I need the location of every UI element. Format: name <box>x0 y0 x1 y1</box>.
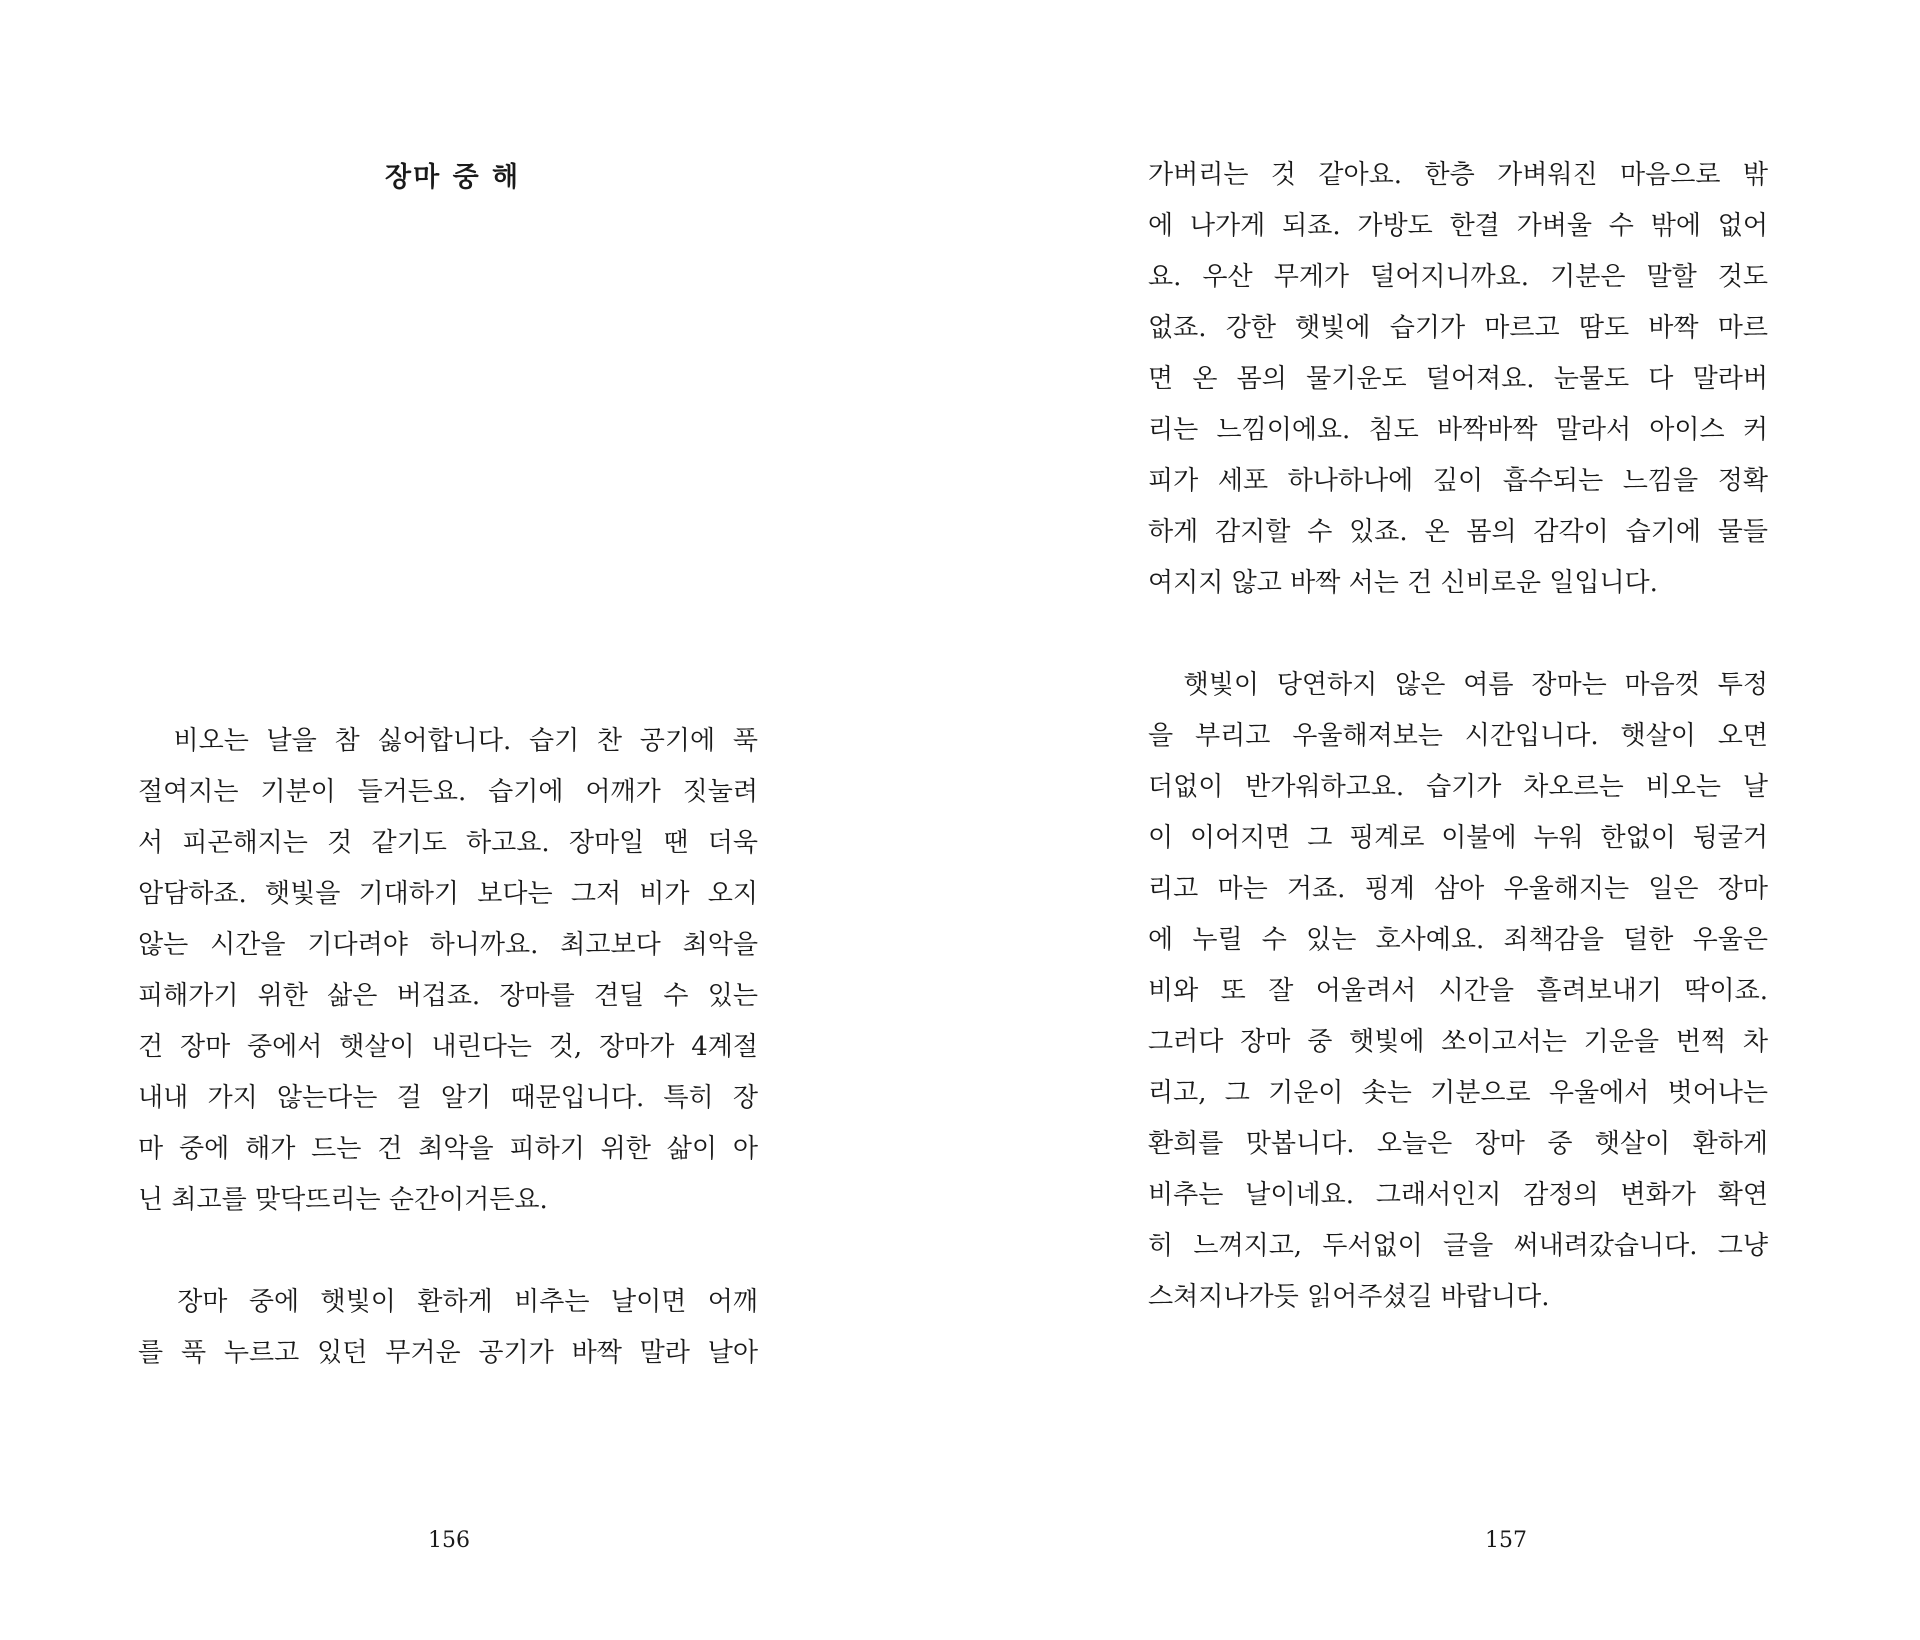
text-line: 여지지 않고 바짝 서는 건 신비로운 일입니다. <box>1148 568 1658 598</box>
text-line: 리고, 그 기운이 솟는 기분으로 우울에서 벗어나는 <box>1148 1078 1768 1108</box>
text-line: 않는 시간을 기다려야 하니까요. 최고보다 최악을 <box>138 930 758 960</box>
paragraph <box>138 1277 758 1379</box>
text-line: 내내 가지 않는다는 걸 알기 때문입니다. 특히 장 <box>138 1083 758 1113</box>
text-line: 리는 느낌이에요. 침도 바짝바짝 말라서 아이스 커 <box>1148 415 1768 445</box>
text-line: 그러다 장마 중 햇빛에 쏘이고서는 기운을 번쩍 차 <box>1148 1027 1768 1057</box>
text-line: 를 푹 누르고 있던 무거운 공기가 바짝 말라 날아 <box>138 1338 758 1368</box>
page-number: 157 <box>1485 1528 1527 1553</box>
paragraph <box>138 716 758 1226</box>
text-line: 환희를 맛봅니다. 오늘은 장마 중 햇살이 환하게 <box>1148 1129 1768 1159</box>
text-line: 장마 중에 햇빛이 환하게 비추는 날이면 어깨 <box>138 1287 758 1317</box>
text-line: 더없이 반가워하고요. 습기가 차오르는 비오는 날 <box>1148 772 1768 802</box>
paragraph-gap <box>1148 609 1768 660</box>
text-line: 절여지는 기분이 들거든요. 습기에 어깨가 짓눌려 <box>138 777 758 807</box>
text-line: 비와 또 잘 어울려서 시간을 흘려보내기 딱이죠. <box>1148 976 1768 1006</box>
right-page <box>960 0 1920 1640</box>
chapter-title: 장마 중 해 <box>385 162 521 193</box>
paragraph <box>1148 150 1768 609</box>
right-page-body <box>1148 150 1768 1323</box>
text-line: 히 느껴지고, 두서없이 글을 써내려갔습니다. 그냥 <box>1148 1231 1768 1261</box>
text-line: 하게 감지할 수 있죠. 온 몸의 감각이 습기에 물들 <box>1148 517 1768 547</box>
text-line: 면 온 몸의 물기운도 덜어져요. 눈물도 다 말라버 <box>1148 364 1768 394</box>
text-line: 을 부리고 우울해져보는 시간입니다. 햇살이 오면 <box>1148 721 1768 751</box>
text-line: 햇빛이 당연하지 않은 여름 장마는 마음껏 투정 <box>1148 670 1768 700</box>
text-line: 비오는 날을 참 싫어합니다. 습기 찬 공기에 푹 <box>138 726 758 756</box>
text-line: 이 이어지면 그 핑계로 이불에 누워 한없이 뒹굴거 <box>1148 823 1768 853</box>
text-line: 피해가기 위한 삶은 버겁죠. 장마를 견딜 수 있는 <box>138 981 758 1011</box>
text-line: 비추는 날이네요. 그래서인지 감정의 변화가 확연 <box>1148 1180 1768 1210</box>
text-line: 리고 마는 거죠. 핑계 삼아 우울해지는 일은 장마 <box>1148 874 1768 904</box>
text-line: 에 나가게 되죠. 가방도 한결 가벼울 수 밖에 없어 <box>1148 211 1768 241</box>
text-line: 에 누릴 수 있는 호사예요. 죄책감을 덜한 우울은 <box>1148 925 1768 955</box>
text-line: 닌 최고를 맞닥뜨리는 순간이거든요. <box>138 1185 548 1215</box>
text-line: 마 중에 해가 드는 건 최악을 피하기 위한 삶이 아 <box>138 1134 758 1164</box>
text-line: 서 피곤해지는 것 같기도 하고요. 장마일 땐 더욱 <box>138 828 758 858</box>
paragraph-gap <box>138 1226 758 1277</box>
text-line: 가버리는 것 같아요. 한층 가벼워진 마음으로 밖 <box>1148 160 1768 190</box>
text-line: 암담하죠. 햇빛을 기대하기 보다는 그저 비가 오지 <box>138 879 758 909</box>
paragraph <box>1148 660 1768 1323</box>
text-line: 건 장마 중에서 햇살이 내린다는 것, 장마가 4계절 <box>138 1032 758 1062</box>
text-line: 없죠. 강한 햇빛에 습기가 마르고 땀도 바짝 마르 <box>1148 313 1768 343</box>
text-line: 피가 세포 하나하나에 깊이 흡수되는 느낌을 정확 <box>1148 466 1768 496</box>
text-line: 요. 우산 무게가 덜어지니까요. 기분은 말할 것도 <box>1148 262 1768 292</box>
page-number: 156 <box>428 1528 470 1553</box>
text-line: 스쳐지나가듯 읽어주셨길 바랍니다. <box>1148 1282 1550 1312</box>
left-page-body <box>138 716 758 1379</box>
